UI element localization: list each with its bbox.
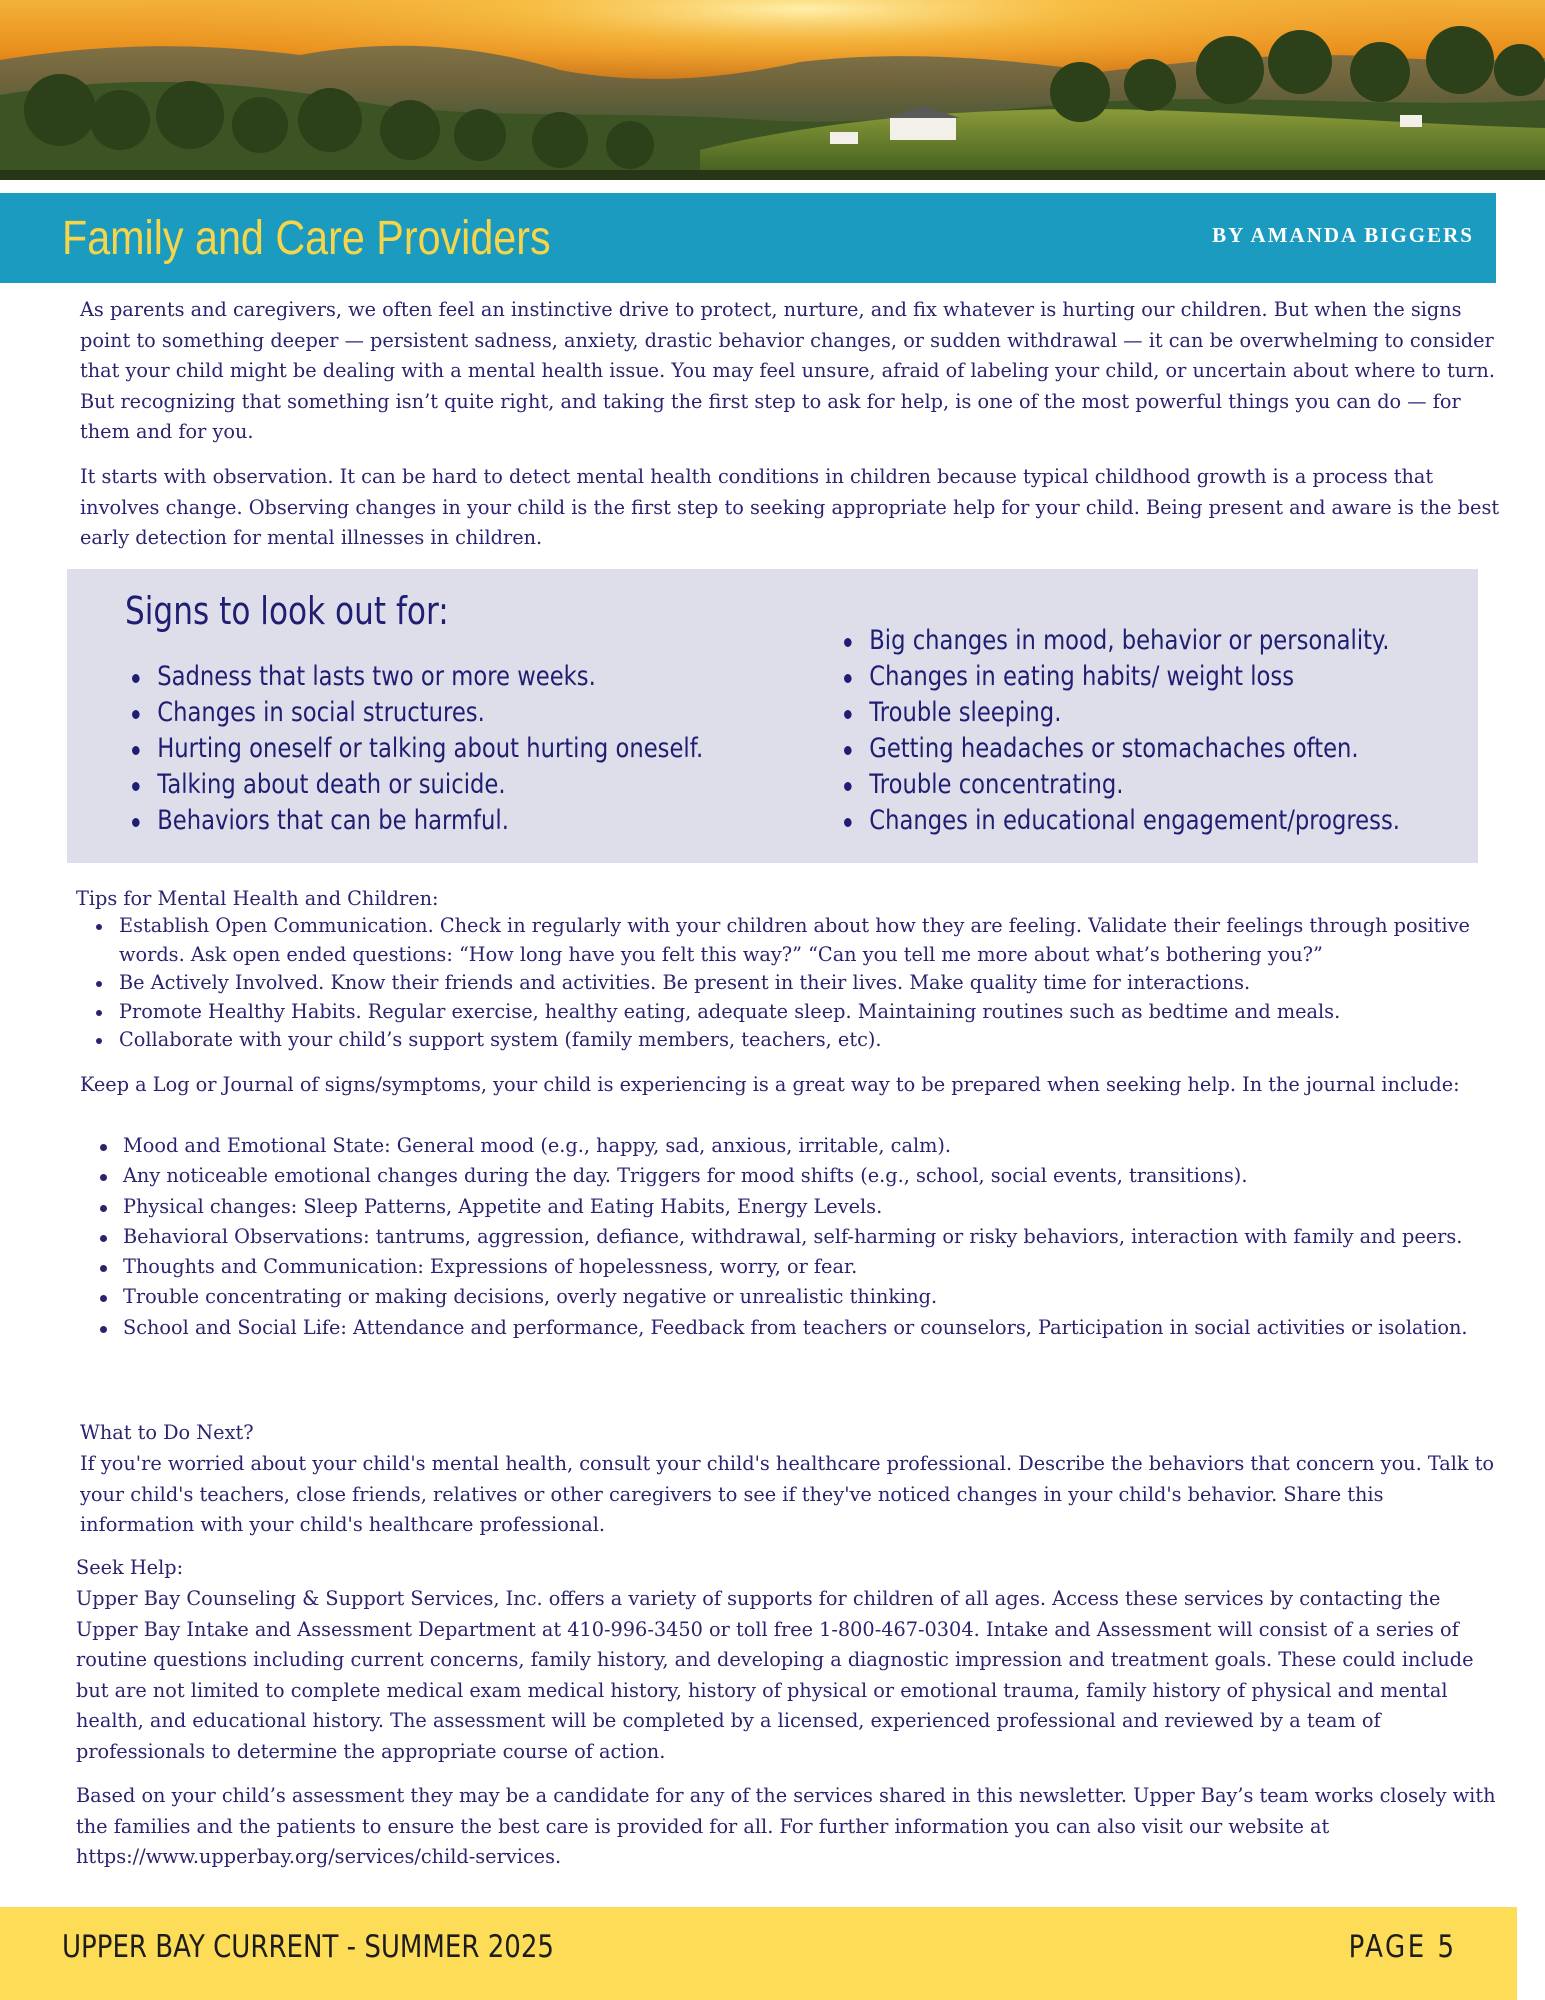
list-item: Promote Healthy Habits. Regular exercise, healthy eating, adequate sleep. Maintaining routines such as bedtime and meals. (76, 998, 1496, 1027)
intro-paragraph-2: It starts with observation. It can be hard to detect mental health conditions in children because typical childhood growth is a process that involves change. Observing changes in your child is the first step to seeking appropriate help for your child. Being present and aware is the best early detection for mental illnesses in children. (80, 465, 1500, 549)
journal-list (80, 1131, 1500, 1343)
bullet-icon (100, 1174, 107, 1181)
page-footer (0, 1907, 1517, 2000)
list-item: Talking about death or suicide. (127, 767, 703, 803)
bullet-icon (100, 1144, 107, 1151)
list-item: Big changes in mood, behavior or personality. (839, 623, 1400, 659)
list-item: Thoughts and Communication: Expressions of hopelessness, worry, or fear. (80, 1252, 1500, 1282)
list-item: Physical changes: Sleep Patterns, Appetite and Eating Habits, Energy Levels. (80, 1192, 1500, 1222)
journal-intro: Keep a Log or Journal of signs/symptoms, your child is experiencing is a great way to be prepared when seeking help. In the journal include: (80, 1073, 1460, 1096)
bullet-icon (132, 818, 140, 827)
signs-list-right (839, 623, 1507, 839)
landscape-illustration (0, 0, 1545, 180)
seek-heading: Seek Help: (76, 1556, 184, 1579)
list-item: Sadness that lasts two or more weeks. (127, 659, 703, 695)
seek-body: Upper Bay Counseling & Support Services, Inc. offers a variety of supports for children of all ages. Access these services by contacting the Upper Bay Intake and Assessment Department at 410-996-3450 or toll free 1-800-467-0304. Intake and Assessment will consist of a series of routine questions including current concerns, family history, and developing a diagnostic impression and treatment goals. These could include but are not limited to complete medical exam medical history, history of physical or emotional trauma, family history of physical and mental health, and educational history. The assessment will be completed by a licensed, experienced professional and reviewed by a team of professionals to determine the appropriate course of action. (76, 1587, 1474, 1763)
next-body: If you're worried about your child's mental health, consult your child's healthcare professional. Describe the behaviors that concern you. Talk to your child's teachers, close friends, relatives or other caregivers to see if they've noticed changes in your child's behavior. Share this information with your child's healthcare professional. (80, 1452, 1495, 1536)
bullet-icon (132, 782, 140, 791)
signs-list-left (127, 659, 813, 839)
bullet-icon (132, 746, 140, 755)
seek-closing: Based on your child’s assessment they may be a candidate for any of the services shared in this newsletter. Upper Bay’s team works closely with the families and the patients to ensure the best care is provided for all. For further information you can also visit our website at https://www.upperbay.org/services/child-services. (76, 1784, 1496, 1868)
tips-heading: Tips for Mental Health and Children: (76, 887, 439, 910)
next-heading: What to Do Next? (80, 1421, 254, 1444)
header-landscape-image (0, 0, 1545, 180)
list-item: School and Social Life: Attendance and performance, Feedback from teachers or counselors, Participation in social activities or isolation. (80, 1313, 1500, 1343)
list-item: Mood and Emotional State: General mood (e.g., happy, sad, anxious, irritable, calm). (80, 1131, 1500, 1161)
bullet-icon (132, 674, 140, 683)
list-item: Changes in social structures. (127, 695, 703, 731)
intro-paragraph-1: As parents and caregivers, we often feel an instinctive drive to protect, nurture, and fix whatever is hurting our children. But when the signs point to something deeper — persistent sadness, anxiety, drastic behavior changes, or sudden withdrawal — it can be overwhelming to consider that your child might be dealing with a mental health issue. You may feel unsure, afraid of labeling your child, or uncertain about where to turn. But recognizing that something isn’t quite right, and taking the first step to ask for help, is one of the most powerful things you can do — for them and for you. (80, 298, 1495, 443)
bullet-icon (100, 1265, 107, 1272)
list-item: Trouble concentrating. (839, 767, 1400, 803)
bullet-icon (844, 746, 852, 755)
list-item: Be Actively Involved. Know their friends and activities. Be present in their lives. Make quality time for interactions. (76, 969, 1496, 998)
bullet-icon (100, 1235, 107, 1242)
list-item: Any noticeable emotional changes during the day. Triggers for mood shifts (e.g., school, social events, transitions). (80, 1161, 1500, 1191)
list-item: Behaviors that can be harmful. (127, 803, 703, 839)
signs-callout-box (67, 569, 1478, 863)
bullet-icon (844, 782, 852, 791)
bullet-icon (844, 674, 852, 683)
bullet-icon (96, 924, 102, 930)
bullet-icon (844, 818, 852, 827)
list-item: Getting headaches or stomachaches often. (839, 731, 1400, 767)
tips-list (76, 912, 1496, 1055)
bullet-icon (132, 710, 140, 719)
newsletter-issue: UPPER BAY CURRENT - SUMMER 2025 (62, 1929, 554, 1965)
signs-heading: Signs to look out for: (125, 589, 449, 633)
bullet-icon (100, 1326, 107, 1333)
list-item: Changes in educational engagement/progress. (839, 803, 1400, 839)
article-title-bar (0, 193, 1496, 283)
bullet-icon (844, 710, 852, 719)
list-item: Establish Open Communication. Check in regularly with your children about how they are feeling. Validate their feelings through positive words. Ask open ended questions: “How long have you felt this way?” “Can you tell me more about what’s bothering you?” (76, 912, 1496, 969)
bullet-icon (96, 981, 102, 987)
article-title: Family and Care Providers (62, 212, 551, 265)
list-item: Trouble sleeping. (839, 695, 1400, 731)
bullet-icon (100, 1205, 107, 1212)
author-byline: BY AMANDA BIGGERS (1212, 223, 1474, 247)
page-number: PAGE 5 (1349, 1929, 1457, 1965)
list-item: Hurting oneself or talking about hurting oneself. (127, 731, 703, 767)
list-item: Trouble concentrating or making decisions, overly negative or unrealistic thinking. (80, 1282, 1500, 1312)
bullet-icon (844, 638, 852, 647)
list-item: Changes in eating habits/ weight loss (839, 659, 1400, 695)
bullet-icon (100, 1295, 107, 1302)
bullet-icon (96, 1010, 102, 1016)
bullet-icon (96, 1038, 102, 1044)
list-item: Behavioral Observations: tantrums, aggression, defiance, withdrawal, self-harming or risky behaviors, interaction with family and peers. (80, 1222, 1500, 1252)
list-item: Collaborate with your child’s support system (family members, teachers, etc). (76, 1026, 1496, 1055)
